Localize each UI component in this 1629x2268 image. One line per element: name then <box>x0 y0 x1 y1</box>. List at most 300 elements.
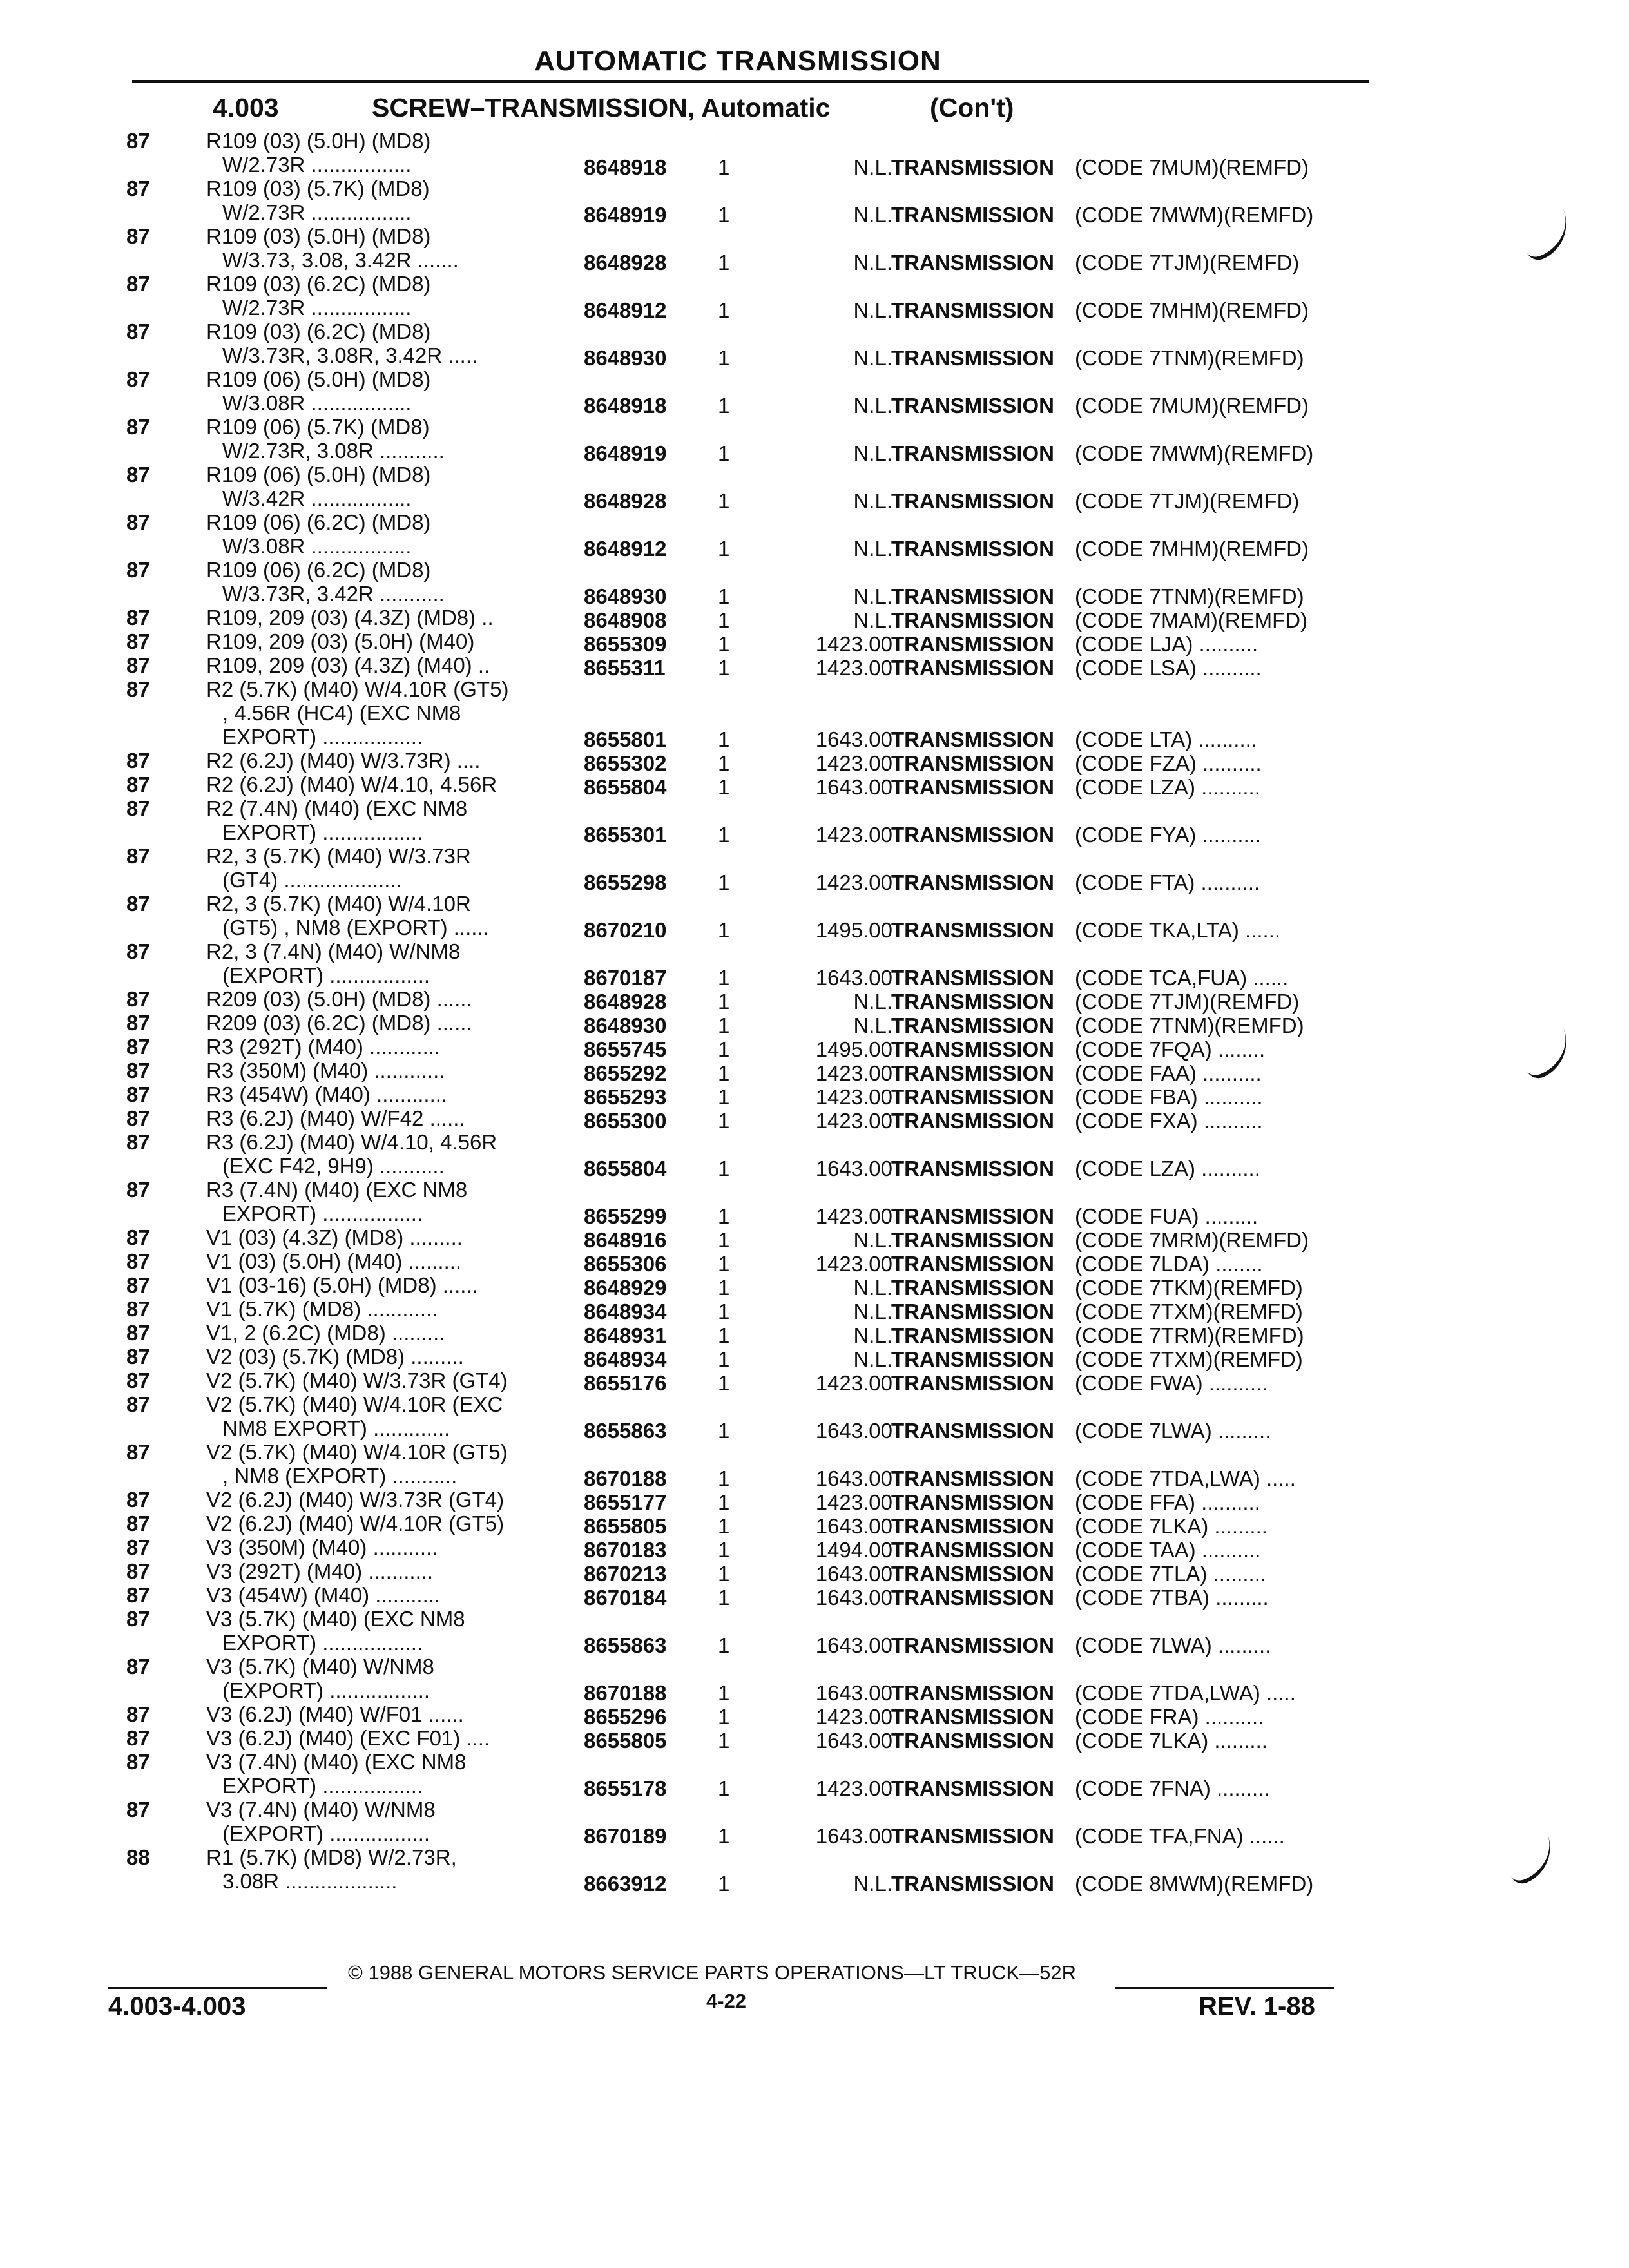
model-year: 87 <box>126 1535 150 1559</box>
model-year: 87 <box>126 1345 150 1369</box>
part-code: (CODE 7MHM)(REMFD) <box>1075 537 1309 561</box>
description-line: V2 (5.7K) (M40) W/4.10R (EXC <box>206 1392 503 1416</box>
price: N.L. <box>853 1323 892 1347</box>
part-name: TRANSMISSION <box>891 727 1055 751</box>
description-line: V1 (03) (4.3Z) (MD8) ......... <box>206 1225 463 1249</box>
part-number: 8655805 <box>584 1729 667 1753</box>
description-line: W/3.73, 3.08, 3.42R ....... <box>222 248 459 272</box>
part-number: 8655298 <box>584 870 667 894</box>
model-year: 87 <box>126 1059 150 1082</box>
quantity: 1 <box>718 1466 730 1490</box>
description-line: V3 (7.4N) (M40) (EXC NM8 <box>206 1750 467 1774</box>
part-number: 8655311 <box>584 656 666 680</box>
part-name: TRANSMISSION <box>891 1419 1055 1443</box>
quantity: 1 <box>718 298 730 322</box>
header-rule <box>132 80 1369 83</box>
part-name: TRANSMISSION <box>891 990 1055 1014</box>
parts-row <box>0 558 1629 606</box>
description-line: V3 (6.2J) (M40) (EXC F01) .... <box>206 1726 490 1750</box>
part-number: 8663912 <box>584 1872 667 1896</box>
part-number: 8655801 <box>584 727 667 751</box>
part-name: TRANSMISSION <box>891 1490 1055 1514</box>
part-number: 8648908 <box>584 608 667 632</box>
parts-row <box>0 1297 1629 1321</box>
quantity: 1 <box>718 918 730 942</box>
price: 1423.00 <box>815 751 892 775</box>
footer-copyright: © 1988 GENERAL MOTORS SERVICE PARTS OPERATIONS—LT TRUCK—52R <box>348 1961 1076 1984</box>
model-year: 87 <box>126 1035 150 1059</box>
price: N.L. <box>853 608 892 632</box>
quantity: 1 <box>718 1228 730 1252</box>
price: 1423.00 <box>815 632 892 656</box>
price: N.L. <box>853 1228 892 1252</box>
footer-page-number: 4-22 <box>706 1990 747 2012</box>
quantity: 1 <box>718 1681 730 1705</box>
model-year: 87 <box>126 1655 150 1678</box>
description-line: R2, 3 (5.7K) (M40) W/3.73R <box>206 844 471 868</box>
quantity: 1 <box>718 1872 730 1896</box>
price: N.L. <box>853 1300 892 1323</box>
price: N.L. <box>853 441 892 465</box>
description-line: V3 (5.7K) (M40) (EXC NM8 <box>206 1607 465 1631</box>
model-year: 87 <box>126 1082 150 1106</box>
part-name: TRANSMISSION <box>891 656 1055 680</box>
parts-row <box>0 796 1629 847</box>
part-name: TRANSMISSION <box>891 1347 1055 1371</box>
model-year: 87 <box>126 224 150 248</box>
price: 1643.00 <box>815 1729 892 1753</box>
description-line: R209 (03) (5.0H) (MD8) ...... <box>206 987 472 1011</box>
quantity: 1 <box>718 441 730 465</box>
part-name: TRANSMISSION <box>891 1109 1055 1133</box>
quantity: 1 <box>718 1562 730 1586</box>
price: 1423.00 <box>815 870 892 894</box>
price: 1423.00 <box>815 656 892 680</box>
description-line: W/2.73R, 3.08R ........... <box>222 439 445 463</box>
price: 1423.00 <box>815 1252 892 1276</box>
parts-row <box>0 367 1629 418</box>
parts-row <box>0 1178 1629 1228</box>
description-line: (GT5) , NM8 (EXPORT) ...... <box>222 916 489 939</box>
description-line: EXPORT) ................. <box>222 725 423 749</box>
parts-row <box>0 320 1629 370</box>
part-number: 8648918 <box>584 394 667 418</box>
part-name: TRANSMISSION <box>891 346 1055 370</box>
parts-row <box>0 1130 1629 1178</box>
model-year: 87 <box>126 844 150 868</box>
part-code: (CODE 7LDA) ........ <box>1075 1252 1263 1276</box>
description-line: (EXPORT) ................. <box>222 963 430 987</box>
description-line: R109 (03) (5.0H) (MD8) <box>206 224 431 248</box>
part-name: TRANSMISSION <box>891 1705 1055 1729</box>
part-number: 8648928 <box>584 489 667 513</box>
quantity: 1 <box>718 203 730 227</box>
part-name: TRANSMISSION <box>891 1276 1055 1300</box>
model-year: 87 <box>126 463 150 486</box>
quantity: 1 <box>718 1776 730 1800</box>
parts-row <box>0 1035 1629 1059</box>
part-number: 8648930 <box>584 1014 667 1037</box>
part-code: (CODE 7LWA) ......... <box>1075 1419 1271 1443</box>
model-year: 87 <box>126 1583 150 1607</box>
price: 1643.00 <box>815 1633 892 1657</box>
parts-row <box>0 1655 1629 1705</box>
part-name: TRANSMISSION <box>891 537 1055 561</box>
quantity: 1 <box>718 632 730 656</box>
price: N.L. <box>853 1347 892 1371</box>
part-name: TRANSMISSION <box>891 608 1055 632</box>
description-line: EXPORT) ................. <box>222 1774 423 1798</box>
parts-row <box>0 1512 1629 1538</box>
model-year: 87 <box>126 796 150 820</box>
description-line: W/3.73R, 3.42R ........... <box>222 582 445 606</box>
description-line: R109 (06) (6.2C) (MD8) <box>206 510 431 534</box>
description-line: V3 (5.7K) (M40) W/NM8 <box>206 1655 434 1678</box>
model-year: 87 <box>126 1249 150 1273</box>
part-name: TRANSMISSION <box>891 251 1055 274</box>
part-name: TRANSMISSION <box>891 1586 1055 1610</box>
model-year: 87 <box>126 1607 150 1631</box>
model-year: 87 <box>126 677 150 701</box>
part-name: TRANSMISSION <box>891 584 1055 608</box>
parts-row <box>0 1321 1629 1345</box>
price: N.L. <box>853 1872 892 1896</box>
quantity: 1 <box>718 1538 730 1562</box>
description-line: V1 (03-16) (5.0H) (MD8) ...... <box>206 1273 478 1297</box>
part-number: 8648929 <box>584 1276 667 1300</box>
quantity: 1 <box>718 1729 730 1753</box>
part-number: 8655804 <box>584 775 667 799</box>
part-number: 8655293 <box>584 1085 667 1109</box>
parts-row <box>0 272 1629 320</box>
part-code: (CODE 7FQA) ........ <box>1075 1037 1266 1061</box>
quantity: 1 <box>718 1347 730 1371</box>
model-year: 87 <box>126 1559 150 1583</box>
parts-row <box>0 892 1629 942</box>
parts-row <box>0 1249 1629 1276</box>
section-continued: (Con't) <box>930 93 1014 122</box>
part-name: TRANSMISSION <box>891 1776 1055 1800</box>
description-line: V1, 2 (6.2C) (MD8) ......... <box>206 1321 445 1345</box>
price: N.L. <box>853 155 892 179</box>
part-name: TRANSMISSION <box>891 1824 1055 1848</box>
description-line: R3 (454W) (M40) ............ <box>206 1082 448 1106</box>
parts-row <box>0 177 1629 227</box>
description-line: V2 (6.2J) (M40) W/4.10R (GT5) <box>206 1512 505 1535</box>
part-number: 8670183 <box>584 1538 667 1562</box>
price: 1643.00 <box>815 1586 892 1610</box>
parts-row <box>0 844 1629 892</box>
quantity: 1 <box>718 1085 730 1109</box>
model-year: 87 <box>126 773 150 796</box>
description-line: R3 (292T) (M40) ............ <box>206 1035 441 1059</box>
part-name: TRANSMISSION <box>891 441 1055 465</box>
parts-row <box>0 1225 1629 1252</box>
model-year: 87 <box>126 1130 150 1154</box>
model-year: 87 <box>126 1106 150 1130</box>
quantity: 1 <box>718 1157 730 1180</box>
model-year: 87 <box>126 1726 150 1750</box>
price: 1643.00 <box>815 1562 892 1586</box>
model-year: 87 <box>126 1798 150 1821</box>
description-line: R109 (03) (5.0H) (MD8) <box>206 129 431 153</box>
part-code: (CODE FWA) .......... <box>1075 1371 1268 1395</box>
part-code: (CODE FAA) .......... <box>1075 1061 1262 1085</box>
parts-row <box>0 1488 1629 1512</box>
part-code: (CODE LZA) .......... <box>1075 775 1260 799</box>
description-line: R2 (7.4N) (M40) (EXC NM8 <box>206 796 468 820</box>
part-code: (CODE FRA) .......... <box>1075 1705 1264 1729</box>
description-line: EXPORT) ................. <box>222 1202 423 1225</box>
price: 1423.00 <box>815 823 892 847</box>
part-number: 8655300 <box>584 1109 667 1133</box>
part-code: (CODE 7LKA) ......... <box>1075 1514 1268 1538</box>
price: N.L. <box>853 489 892 513</box>
footer-revision: REV. 1-88 <box>1199 1992 1315 2021</box>
part-number: 8648931 <box>584 1323 667 1347</box>
part-name: TRANSMISSION <box>891 394 1055 418</box>
description-line: R109 (06) (5.7K) (MD8) <box>206 415 430 439</box>
part-name: TRANSMISSION <box>891 298 1055 322</box>
quantity: 1 <box>718 1419 730 1443</box>
part-number: 8655863 <box>584 1633 667 1657</box>
part-name: TRANSMISSION <box>891 1157 1055 1180</box>
part-name: TRANSMISSION <box>891 823 1055 847</box>
parts-row <box>0 1440 1629 1488</box>
part-code: (CODE LJA) .......... <box>1075 632 1258 656</box>
model-year: 88 <box>126 1845 150 1869</box>
part-code: (CODE 7MUM)(REMFD) <box>1075 155 1309 179</box>
part-number: 8670187 <box>584 966 667 990</box>
description-line: V1 (5.7K) (MD8) ............ <box>206 1297 438 1321</box>
parts-row <box>0 1607 1629 1655</box>
part-code: (CODE FZA) .......... <box>1075 751 1262 775</box>
quantity: 1 <box>718 155 730 179</box>
part-number: 8655745 <box>584 1037 667 1061</box>
price: 1423.00 <box>815 1085 892 1109</box>
description-line: R2 (5.7K) (M40) W/4.10R (GT5) <box>206 677 509 701</box>
description-line: W/2.73R ................. <box>222 296 412 320</box>
parts-row <box>0 1726 1629 1753</box>
part-code: (CODE FXA) .......... <box>1075 1109 1263 1133</box>
description-line: (EXPORT) ................. <box>222 1821 430 1845</box>
part-code: (CODE 7MWM)(REMFD) <box>1075 441 1314 465</box>
part-name: TRANSMISSION <box>891 1681 1055 1705</box>
description-line: R209 (03) (6.2C) (MD8) ...... <box>206 1011 472 1035</box>
quantity: 1 <box>718 346 730 370</box>
model-year: 87 <box>126 629 150 653</box>
quantity: 1 <box>718 656 730 680</box>
parts-row <box>0 1750 1629 1798</box>
description-line: W/3.73R, 3.08R, 3.42R ..... <box>222 343 478 367</box>
parts-row <box>0 677 1629 749</box>
model-year: 87 <box>126 1512 150 1535</box>
model-year: 87 <box>126 1321 150 1345</box>
model-year: 87 <box>126 367 150 391</box>
parts-row <box>0 1845 1629 1896</box>
part-code: (CODE TFA,FNA) ...... <box>1075 1824 1285 1848</box>
description-line: R109 (03) (6.2C) (MD8) <box>206 320 431 343</box>
description-line: V2 (6.2J) (M40) W/3.73R (GT4) <box>206 1488 505 1512</box>
price: 1643.00 <box>815 727 892 751</box>
description-line: V3 (454W) (M40) ........... <box>206 1583 441 1607</box>
price: 1423.00 <box>815 1204 892 1228</box>
quantity: 1 <box>718 1014 730 1037</box>
price: 1423.00 <box>815 1371 892 1395</box>
price: 1495.00 <box>815 1037 892 1061</box>
part-number: 8670210 <box>584 918 667 942</box>
part-number: 8648912 <box>584 298 667 322</box>
description-line: V2 (5.7K) (M40) W/4.10R (GT5) <box>206 1440 508 1464</box>
model-year: 87 <box>126 1392 150 1416</box>
model-year: 87 <box>126 177 150 200</box>
model-year: 87 <box>126 510 150 534</box>
quantity: 1 <box>718 1300 730 1323</box>
model-year: 87 <box>126 939 150 963</box>
footer-section-range: 4.003-4.003 <box>108 1992 246 2021</box>
parts-row <box>0 1369 1629 1395</box>
part-number: 8655177 <box>584 1490 667 1514</box>
part-code: (CODE 7MAM)(REMFD) <box>1075 608 1308 632</box>
description-line: , NM8 (EXPORT) ........... <box>222 1464 458 1488</box>
part-name: TRANSMISSION <box>891 1633 1055 1657</box>
price: N.L. <box>853 346 892 370</box>
part-code: (CODE 7TNM)(REMFD) <box>1075 584 1304 608</box>
quantity: 1 <box>718 1824 730 1848</box>
part-code: (CODE 7TBA) ......... <box>1075 1586 1269 1610</box>
price: 1643.00 <box>815 966 892 990</box>
parts-row <box>0 653 1629 680</box>
price: 1643.00 <box>815 1824 892 1848</box>
part-number: 8655805 <box>584 1514 667 1538</box>
quantity: 1 <box>718 1204 730 1228</box>
model-year: 87 <box>126 1273 150 1297</box>
parts-row <box>0 1583 1629 1610</box>
model-year: 87 <box>126 320 150 343</box>
quantity: 1 <box>718 966 730 990</box>
part-name: TRANSMISSION <box>891 1014 1055 1037</box>
part-name: TRANSMISSION <box>891 1323 1055 1347</box>
part-code: (CODE FBA) .......... <box>1075 1085 1263 1109</box>
description-line: V2 (03) (5.7K) (MD8) ......... <box>206 1345 464 1369</box>
part-code: (CODE 7TNM)(REMFD) <box>1075 346 1304 370</box>
model-year: 87 <box>126 606 150 629</box>
quantity: 1 <box>718 1109 730 1133</box>
description-line: W/3.08R ................. <box>222 391 412 415</box>
price: N.L. <box>853 251 892 274</box>
parts-row <box>0 1392 1629 1443</box>
description-line: W/3.42R ................. <box>222 486 412 510</box>
description-line: R109 (06) (5.0H) (MD8) <box>206 367 431 391</box>
price: 1643.00 <box>815 775 892 799</box>
part-number: 8655804 <box>584 1157 667 1180</box>
part-number: 8648919 <box>584 441 667 465</box>
part-number: 8648918 <box>584 155 667 179</box>
description-line: V3 (350M) (M40) ........... <box>206 1535 438 1559</box>
part-number: 8655302 <box>584 751 667 775</box>
price: 1643.00 <box>815 1681 892 1705</box>
price: 1423.00 <box>815 1776 892 1800</box>
description-line: W/2.73R ................. <box>222 200 412 224</box>
quantity: 1 <box>718 394 730 418</box>
quantity: 1 <box>718 1037 730 1061</box>
quantity: 1 <box>718 870 730 894</box>
part-code: (CODE 7LWA) ......... <box>1075 1633 1271 1657</box>
quantity: 1 <box>718 1633 730 1657</box>
part-code: (CODE 7TJM)(REMFD) <box>1075 990 1300 1014</box>
part-name: TRANSMISSION <box>891 918 1055 942</box>
part-code: (CODE FUA) ......... <box>1075 1204 1258 1228</box>
quantity: 1 <box>718 584 730 608</box>
part-name: TRANSMISSION <box>891 1466 1055 1490</box>
description-line: (GT4) .................... <box>222 868 402 892</box>
part-number: 8655299 <box>584 1204 667 1228</box>
description-line: R109, 209 (03) (5.0H) (M40) <box>206 629 475 653</box>
part-code: (CODE 7MHM)(REMFD) <box>1075 298 1309 322</box>
description-line: W/3.08R ................. <box>222 534 412 558</box>
description-line: EXPORT) ................. <box>222 820 423 844</box>
part-name: TRANSMISSION <box>891 489 1055 513</box>
part-name: TRANSMISSION <box>891 1228 1055 1252</box>
description-line: R1 (5.7K) (MD8) W/2.73R, <box>206 1845 457 1869</box>
parts-row <box>0 1106 1629 1133</box>
price: N.L. <box>853 298 892 322</box>
quantity: 1 <box>718 537 730 561</box>
part-name: TRANSMISSION <box>891 751 1055 775</box>
model-year: 87 <box>126 558 150 582</box>
part-number: 8648930 <box>584 346 667 370</box>
quantity: 1 <box>718 775 730 799</box>
description-line: R3 (7.4N) (M40) (EXC NM8 <box>206 1178 468 1202</box>
price: N.L. <box>853 1276 892 1300</box>
part-code: (CODE 7MRM)(REMFD) <box>1075 1228 1309 1252</box>
description-line: V2 (5.7K) (M40) W/3.73R (GT4) <box>206 1369 508 1392</box>
part-number: 8670213 <box>584 1562 667 1586</box>
parts-row <box>0 463 1629 513</box>
part-name: TRANSMISSION <box>891 1538 1055 1562</box>
description-line: R3 (6.2J) (M40) W/F42 ...... <box>206 1106 465 1130</box>
quantity: 1 <box>718 1586 730 1610</box>
parts-row <box>0 939 1629 990</box>
quantity: 1 <box>718 1252 730 1276</box>
part-number: 8655863 <box>584 1419 667 1443</box>
description-line: 3.08R ................... <box>222 1869 398 1893</box>
part-code: (CODE 7TDA,LWA) ..... <box>1075 1681 1296 1705</box>
description-line: R2, 3 (7.4N) (M40) W/NM8 <box>206 939 461 963</box>
part-name: TRANSMISSION <box>891 155 1055 179</box>
price: 1495.00 <box>815 918 892 942</box>
part-name: TRANSMISSION <box>891 966 1055 990</box>
section-number: 4.003 <box>213 93 279 122</box>
model-year: 87 <box>126 1702 150 1726</box>
price: N.L. <box>853 1014 892 1037</box>
quantity: 1 <box>718 251 730 274</box>
description-line: R109 (03) (6.2C) (MD8) <box>206 272 431 296</box>
part-code: (CODE TCA,FUA) ...... <box>1075 966 1289 990</box>
quantity: 1 <box>718 608 730 632</box>
part-code: (CODE FFA) .......... <box>1075 1490 1260 1514</box>
part-code: (CODE 7TXM)(REMFD) <box>1075 1300 1303 1323</box>
part-code: (CODE LZA) .......... <box>1075 1157 1260 1180</box>
price: N.L. <box>853 584 892 608</box>
model-year: 87 <box>126 1011 150 1035</box>
part-number: 8648916 <box>584 1228 667 1252</box>
price: 1643.00 <box>815 1157 892 1180</box>
price: N.L. <box>853 990 892 1014</box>
price: 1643.00 <box>815 1514 892 1538</box>
part-code: (CODE 7LKA) ......... <box>1075 1729 1268 1753</box>
part-number: 8648919 <box>584 203 667 227</box>
